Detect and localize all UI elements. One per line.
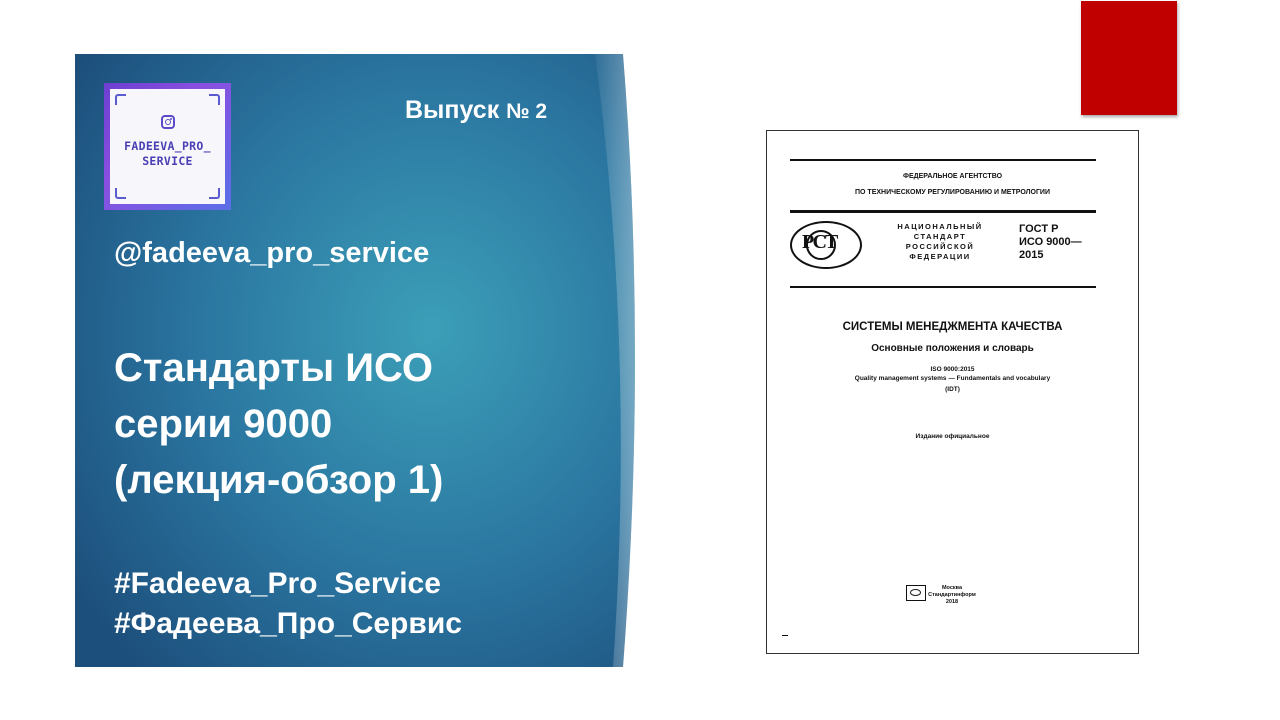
lecture-title-line: Стандарты ИСО — [114, 346, 434, 390]
hashtag-latin: #Fadeeva_Pro_Service — [114, 567, 441, 600]
document-subtitle: Основные положения и словарь — [871, 343, 1034, 354]
gost-line: ИСО 9000— — [1019, 236, 1082, 248]
issue-number-value: № 2 — [506, 100, 548, 123]
badge-username-line1: FADEEVA_PRO_ — [124, 139, 211, 153]
divider-line — [790, 286, 1096, 288]
rst-emblem-icon — [790, 221, 862, 269]
national-line: РОССИЙСКОЙ — [905, 242, 975, 251]
gost-line: 2015 — [1019, 249, 1044, 261]
publisher-line: 2018 — [945, 599, 959, 605]
edition-label: Издание официальное — [915, 433, 990, 440]
badge-username-line2: SERVICE — [142, 154, 193, 168]
hashtag-cyrillic: #Фадеева_Про_Сервис — [114, 607, 462, 640]
footer-mark — [782, 635, 788, 636]
title-slide-panel — [75, 54, 650, 667]
national-line: СТАНДАРТ — [913, 232, 967, 241]
publisher-info — [927, 585, 977, 606]
idt-label: (IDT) — [945, 386, 960, 393]
corner-bracket-icon — [115, 188, 126, 199]
lecture-title — [114, 340, 594, 508]
badge-username — [110, 139, 225, 169]
issue-number — [405, 96, 547, 125]
gost-document-cover — [766, 130, 1139, 654]
divider-line — [790, 210, 1096, 213]
iso-title: Quality management systems — Fundamentals and vocabulary — [854, 375, 1051, 382]
lecture-title-line: (лекция-обзор 1) — [114, 458, 444, 502]
publisher-line: Москва — [941, 585, 963, 591]
agency-line: ФЕДЕРАЛЬНОЕ АГЕНТСТВО — [902, 173, 1003, 180]
national-standard-label — [885, 222, 995, 262]
red-accent-square — [1081, 1, 1177, 115]
standartinform-logo-icon — [906, 585, 926, 601]
instagram-icon — [161, 115, 175, 129]
publisher-line: Стандартинформ — [928, 592, 976, 598]
divider-line — [790, 159, 1096, 161]
national-line: ФЕДЕРАЦИИ — [909, 252, 971, 261]
corner-bracket-icon — [115, 94, 126, 105]
gost-line: ГОСТ Р — [1019, 223, 1059, 235]
corner-bracket-icon — [209, 94, 220, 105]
instagram-nametag-badge[interactable] — [104, 83, 231, 210]
national-line: НАЦИОНАЛЬНЫЙ — [897, 222, 983, 231]
document-title: СИСТЕМЫ МЕНЕДЖМЕНТА КАЧЕСТВА — [842, 321, 1063, 333]
issue-label: Выпуск — [405, 96, 500, 124]
lecture-title-line: серии 9000 — [114, 402, 333, 446]
gost-designation — [1019, 223, 1082, 262]
corner-bracket-icon — [209, 188, 220, 199]
agency-line: ПО ТЕХНИЧЕСКОМУ РЕГУЛИРОВАНИЮ И МЕТРОЛОГИИ — [855, 189, 1050, 196]
emblem-letters: РСТ — [802, 231, 837, 253]
iso-code: ISO 9000:2015 — [930, 366, 975, 373]
instagram-handle: @fadeeva_pro_service — [114, 237, 430, 269]
